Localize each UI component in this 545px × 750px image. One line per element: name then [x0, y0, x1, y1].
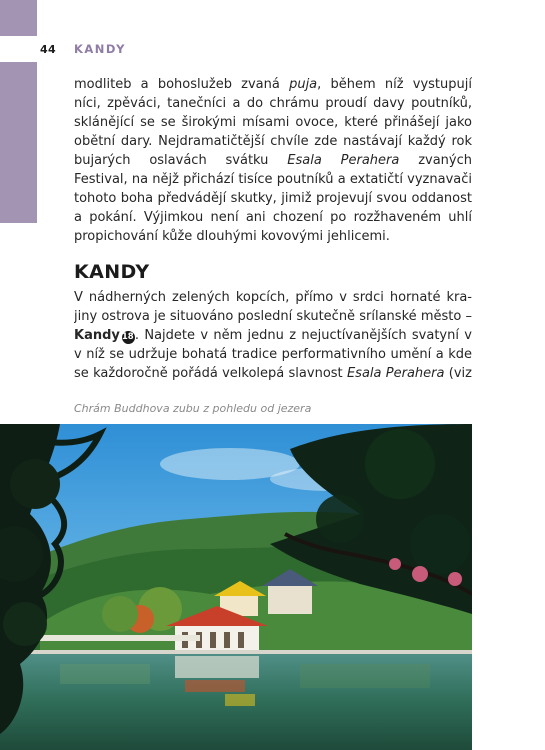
- temple-photo: [0, 424, 472, 750]
- text-line: tohoto boha předvádějí skutky, jimiž projevují svou oddanost: [74, 191, 472, 206]
- page-number: 44: [40, 43, 56, 56]
- place-name-kandy: Kandy: [74, 328, 120, 343]
- text-line: se každoročně pořádá velkolepá slavnost Esala Perahera (viz: [74, 366, 472, 381]
- text-line: sklánějící se se širokými mísami ovoce, které přinášejí jako: [74, 115, 472, 130]
- text-line: Festival, na nějž přichází tisíce poutníků a extatičtí vyznavači: [74, 172, 472, 187]
- text-line: Kandy 18. Najdete v něm jednu z nejuctívanějších svatyní v: [74, 328, 472, 343]
- side-tab-decoration: [0, 0, 37, 36]
- paragraph-2: [74, 288, 472, 383]
- text-line: obětní dary. Nejdramatičtější chvíle zde nastávají každý rok: [74, 134, 472, 149]
- map-reference-badge: 18: [121, 332, 134, 342]
- side-tab-marker: [0, 62, 37, 223]
- text-line: propichování kůže dlouhými kovovými jehlicemi.: [74, 229, 390, 244]
- text-line: a pokání. Výjimkou není ani chození po rozžhaveném uhlí: [74, 210, 472, 225]
- text-line: bujarých oslavách svátku Esala Perahera zvaných: [74, 153, 472, 168]
- text-line: modliteb a bohoslužeb zvaná puja, během níž vystupují: [74, 77, 472, 92]
- text-line: v níž se udržuje bohatá tradice performativního umění a kde: [74, 347, 472, 362]
- text-line: V nádherných zelených kopcích, přímo v srdci hornaté kra-: [74, 290, 472, 305]
- running-head: KANDY: [74, 42, 126, 56]
- text-line: níci, zpěváci, tanečníci a do chrámu proudí davy poutníků,: [74, 96, 472, 111]
- text-line: jiny ostrova je situováno poslední skutečně srílanské město –: [74, 309, 472, 324]
- section-heading: KANDY: [74, 261, 150, 283]
- photo-caption: Chrám Buddhova zubu z pohledu od jezera: [74, 402, 312, 415]
- paragraph-1: [74, 75, 472, 246]
